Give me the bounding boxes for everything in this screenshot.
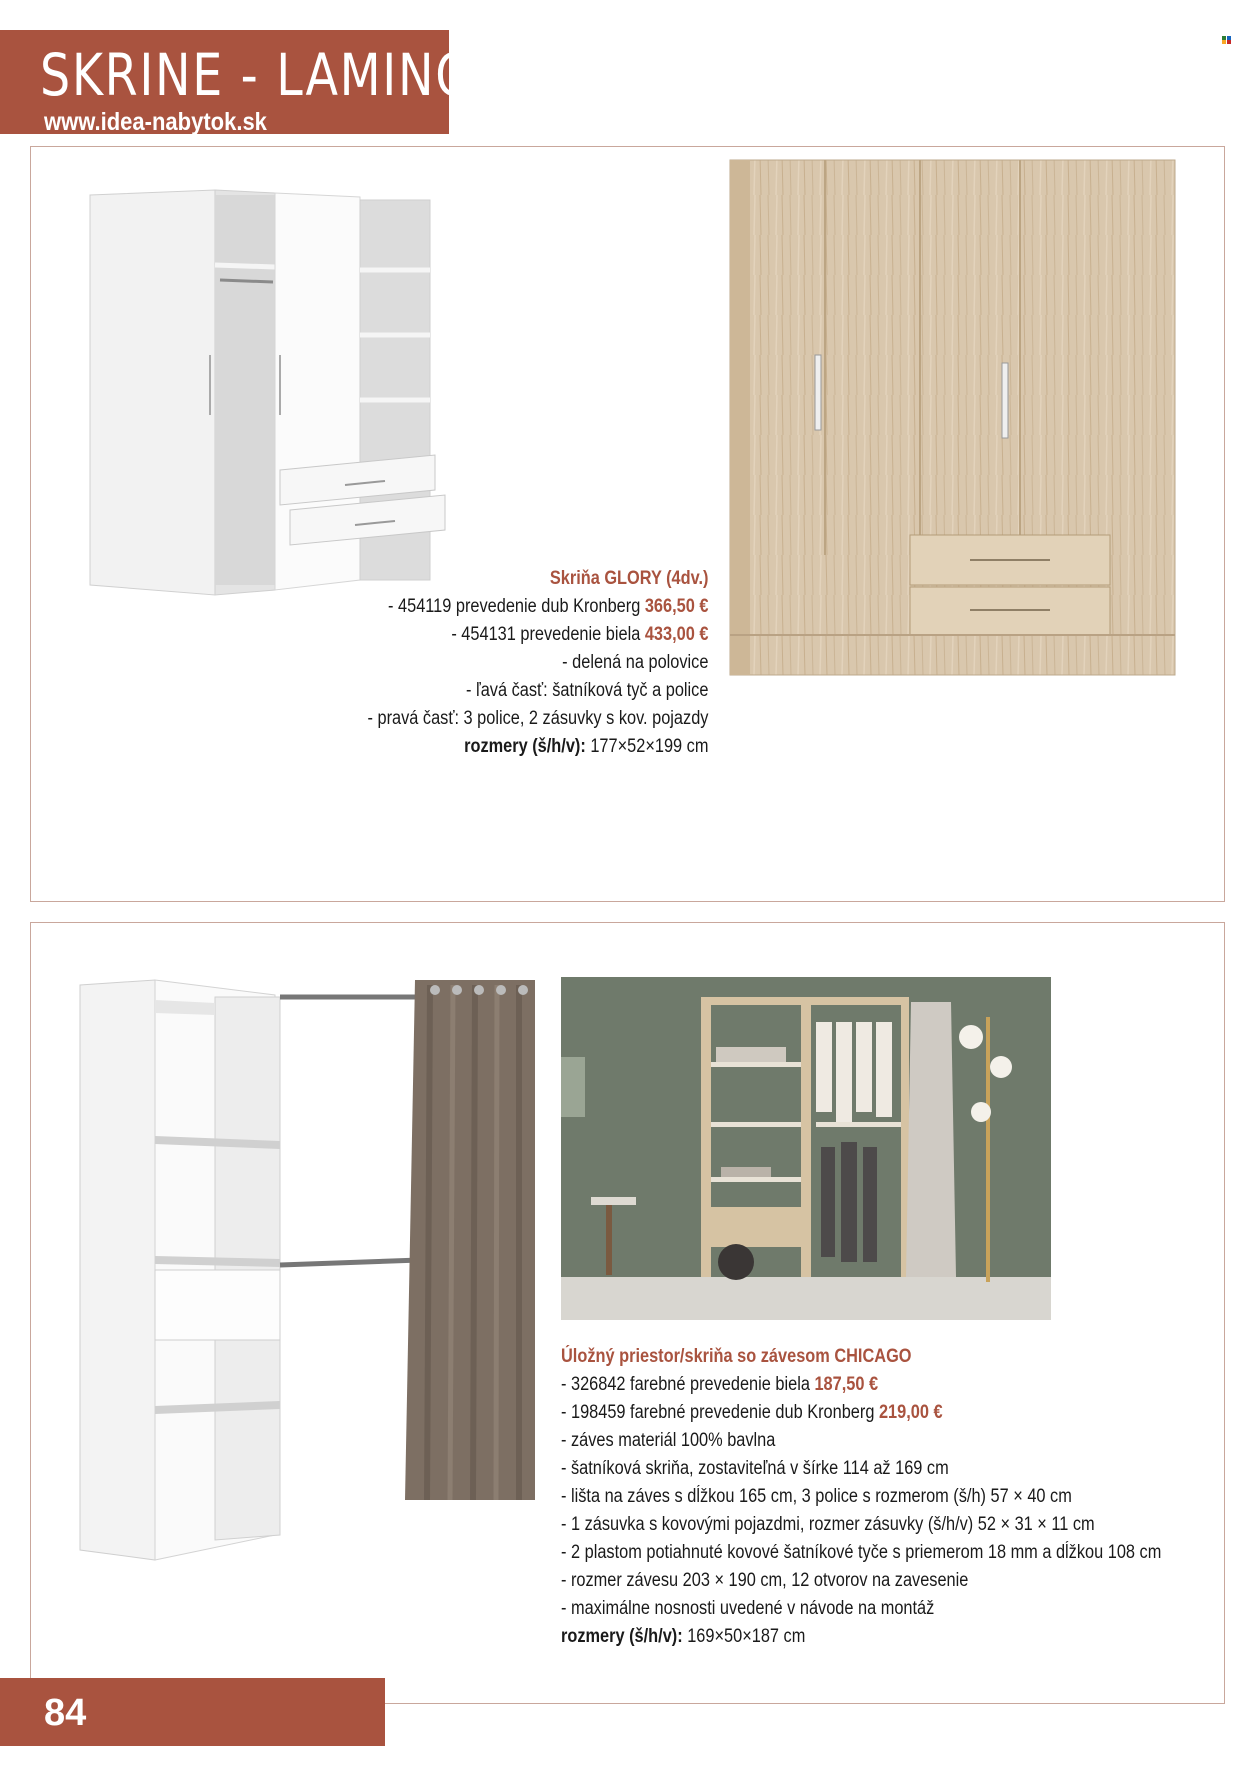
glory-dimensions-label: rozmery (š/h/v): bbox=[463, 736, 586, 757]
glory-dimensions-value: 177×52×199 cm bbox=[589, 736, 708, 757]
chicago-variant-2-price: 219,00 € bbox=[878, 1402, 943, 1423]
chicago-feature-6: - rozmer závesu 203 × 190 cm, 12 otvorov na zavesenie bbox=[561, 1570, 969, 1591]
glory-variant-2 bbox=[367, 621, 708, 649]
website-url[interactable]: www.idea-nabytok.sk bbox=[44, 108, 267, 136]
glory-oak-wardrobe-image bbox=[720, 155, 1180, 685]
chicago-variant-1-label: - 326842 farebné prevedenie biela bbox=[561, 1374, 810, 1395]
chicago-dimensions-value: 169×50×187 cm bbox=[687, 1626, 806, 1647]
chicago-feature-7: - maximálne nosnosti uvedené v návode na montáž bbox=[561, 1598, 935, 1619]
page-number: 84 bbox=[44, 1692, 87, 1734]
glory-white-wardrobe-image bbox=[85, 185, 465, 605]
glory-variant-1 bbox=[367, 593, 708, 621]
glory-feature-2: - ľavá časť: šatníková tyč a police bbox=[465, 680, 708, 701]
chicago-feature-3: - lišta na záves s dĺžkou 165 cm, 3 police s rozmerom (š/h) 57 × 40 cm bbox=[561, 1486, 1072, 1507]
page-title: SKRINE - LAMINO bbox=[40, 41, 475, 109]
chicago-feature-1: - záves materiál 100% bavlna bbox=[561, 1430, 776, 1451]
chicago-variant-1-price: 187,50 € bbox=[814, 1374, 879, 1395]
chicago-variant-2-label: - 198459 farebné prevedenie dub Kronberg bbox=[561, 1402, 875, 1423]
chicago-feature-2: - šatníková skriňa, zostaviteľná v šírke 114 až 169 cm bbox=[561, 1458, 949, 1479]
glory-description bbox=[312, 565, 708, 761]
chicago-variant-1 bbox=[561, 1371, 1161, 1399]
chicago-feature-4: - 1 zásuvka s kovovými pojazdmi, rozmer zásuvky (š/h/v) 52 × 31 × 11 cm bbox=[561, 1514, 1095, 1535]
glory-feature-3: - pravá časť: 3 police, 2 zásuvky s kov. pojazdy bbox=[367, 708, 708, 729]
glory-variant-2-price: 433,00 € bbox=[644, 624, 708, 645]
chicago-variant-2 bbox=[561, 1399, 1161, 1427]
glory-variant-1-label: - 454119 prevedenie dub Kronberg bbox=[387, 596, 640, 617]
glory-dimensions bbox=[367, 733, 708, 761]
chicago-feature-5: - 2 plastom potiahnuté kovové šatníkové tyče s priemerom 18 mm a dĺžkou 108 cm bbox=[561, 1542, 1162, 1563]
chicago-white-shelving-image bbox=[75, 975, 545, 1565]
corner-logo-mark bbox=[1222, 36, 1232, 44]
glory-variant-1-price: 366,50 € bbox=[644, 596, 708, 617]
chicago-description bbox=[561, 1343, 1250, 1651]
chicago-title: Úložný priestor/skriňa so závesom CHICAGO bbox=[561, 1346, 912, 1367]
glory-variant-2-label: - 454131 prevedenie biela bbox=[450, 624, 640, 645]
glory-feature-1: - delená na polovice bbox=[561, 652, 708, 673]
chicago-dimensions bbox=[561, 1623, 1161, 1651]
chicago-dimensions-label: rozmery (š/h/v): bbox=[561, 1626, 683, 1647]
chicago-room-photo-image bbox=[561, 977, 1051, 1320]
glory-title: Skriňa GLORY (4dv.) bbox=[549, 568, 708, 589]
